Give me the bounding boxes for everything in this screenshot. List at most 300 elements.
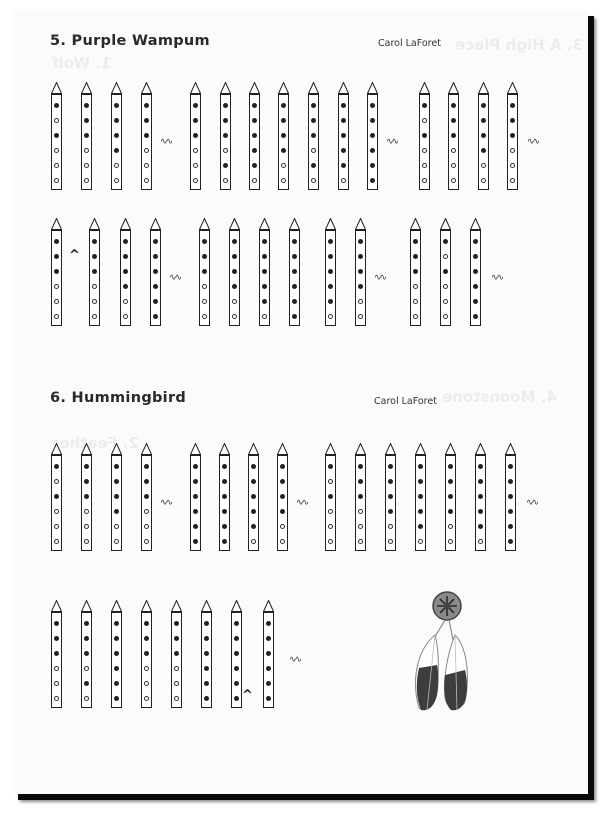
flute-fingering-diagram (419, 82, 430, 190)
flute-tip-icon (478, 82, 489, 94)
flute-body (440, 230, 451, 326)
closed-hole-icon (473, 314, 478, 319)
closed-hole-icon (84, 479, 89, 484)
closed-hole-icon (232, 239, 237, 244)
closed-hole-icon (84, 133, 89, 138)
open-hole-icon (114, 524, 119, 529)
closed-hole-icon (280, 509, 285, 514)
closed-hole-icon (222, 509, 227, 514)
flute-tip-icon (220, 82, 231, 94)
flute-body (141, 612, 152, 708)
closed-hole-icon (114, 621, 119, 626)
flute-fingering-diagram (475, 443, 486, 551)
flute-body (190, 455, 201, 551)
flute-body (259, 230, 270, 326)
open-hole-icon (174, 666, 179, 671)
flute-tip-icon (81, 443, 92, 455)
closed-hole-icon (114, 651, 119, 656)
closed-hole-icon (84, 681, 89, 686)
flute-fingering-diagram (141, 600, 152, 708)
closed-hole-icon (510, 103, 515, 108)
flute-body (445, 455, 456, 551)
closed-hole-icon (251, 509, 256, 514)
open-hole-icon (443, 284, 448, 289)
closed-hole-icon (370, 178, 375, 183)
closed-hole-icon (508, 509, 513, 514)
flute-body (249, 94, 260, 190)
closed-hole-icon (481, 118, 486, 123)
closed-hole-icon (451, 133, 456, 138)
flute-tip-icon (277, 443, 288, 455)
flute-tip-icon (385, 443, 396, 455)
open-hole-icon (144, 148, 149, 153)
flute-body (51, 612, 62, 708)
open-hole-icon (510, 163, 515, 168)
flute-fingering-diagram (478, 82, 489, 190)
closed-hole-icon (153, 254, 158, 259)
flute-body (355, 455, 366, 551)
closed-hole-icon (252, 133, 257, 138)
trill-mark-icon: ∿∿ (526, 498, 538, 508)
flute-tip-icon (141, 443, 152, 455)
flute-body (419, 94, 430, 190)
closed-hole-icon (54, 254, 59, 259)
flute-body (325, 230, 336, 326)
flute-fingering-diagram (445, 443, 456, 551)
flute-body (325, 455, 336, 551)
closed-hole-icon (114, 509, 119, 514)
open-hole-icon (510, 178, 515, 183)
flute-tip-icon (448, 82, 459, 94)
closed-hole-icon (448, 479, 453, 484)
open-hole-icon (84, 696, 89, 701)
closed-hole-icon (292, 239, 297, 244)
flute-fingering-diagram (448, 82, 459, 190)
closed-hole-icon (341, 133, 346, 138)
closed-hole-icon (114, 696, 119, 701)
closed-hole-icon (252, 103, 257, 108)
flute-tip-icon (410, 218, 421, 230)
closed-hole-icon (266, 696, 271, 701)
closed-hole-icon (451, 118, 456, 123)
open-hole-icon (54, 163, 59, 168)
closed-hole-icon (234, 651, 239, 656)
open-hole-icon (123, 314, 128, 319)
open-hole-icon (223, 178, 228, 183)
flute-tip-icon (51, 600, 62, 612)
open-hole-icon (202, 299, 207, 304)
closed-hole-icon (358, 464, 363, 469)
open-hole-icon (311, 178, 316, 183)
open-hole-icon (422, 118, 427, 123)
song-title: 5. Purple Wampum (50, 33, 210, 49)
caret-mark-icon: ^ (242, 688, 253, 703)
closed-hole-icon (223, 103, 228, 108)
closed-hole-icon (123, 284, 128, 289)
closed-hole-icon (508, 539, 513, 544)
closed-hole-icon (92, 269, 97, 274)
closed-hole-icon (251, 494, 256, 499)
closed-hole-icon (473, 284, 478, 289)
open-hole-icon (422, 163, 427, 168)
flute-fingering-diagram (248, 443, 259, 551)
flute-body (475, 455, 486, 551)
flute-body (338, 94, 349, 190)
open-hole-icon (280, 539, 285, 544)
closed-hole-icon (204, 636, 209, 641)
open-hole-icon (388, 539, 393, 544)
closed-hole-icon (478, 464, 483, 469)
flute-body (248, 455, 259, 551)
closed-hole-icon (413, 254, 418, 259)
flute-tip-icon (150, 218, 161, 230)
flute-fingering-diagram (51, 443, 62, 551)
open-hole-icon (232, 314, 237, 319)
flute-body (263, 612, 274, 708)
closed-hole-icon (234, 621, 239, 626)
flute-body (81, 455, 92, 551)
closed-hole-icon (328, 299, 333, 304)
closed-hole-icon (328, 494, 333, 499)
closed-hole-icon (252, 148, 257, 153)
flute-fingering-diagram (51, 600, 62, 708)
flute-body (507, 94, 518, 190)
flute-tip-icon (81, 600, 92, 612)
closed-hole-icon (292, 314, 297, 319)
closed-hole-icon (204, 681, 209, 686)
flute-body (150, 230, 161, 326)
open-hole-icon (328, 524, 333, 529)
trill-mark-icon: ∿∿ (160, 137, 172, 147)
closed-hole-icon (204, 696, 209, 701)
closed-hole-icon (193, 133, 198, 138)
trill-mark-icon: ∿∿ (527, 137, 539, 147)
flute-fingering-diagram (150, 218, 161, 326)
open-hole-icon (84, 178, 89, 183)
closed-hole-icon (54, 103, 59, 108)
closed-hole-icon (418, 494, 423, 499)
flute-body (51, 230, 62, 326)
flute-tip-icon (259, 218, 270, 230)
flute-fingering-diagram (507, 82, 518, 190)
closed-hole-icon (193, 494, 198, 499)
closed-hole-icon (443, 269, 448, 274)
open-hole-icon (144, 163, 149, 168)
closed-hole-icon (478, 494, 483, 499)
closed-hole-icon (341, 148, 346, 153)
closed-hole-icon (222, 524, 227, 529)
open-hole-icon (92, 314, 97, 319)
closed-hole-icon (54, 651, 59, 656)
closed-hole-icon (123, 269, 128, 274)
closed-hole-icon (204, 666, 209, 671)
song-author: Carol LaForet (374, 396, 437, 407)
closed-hole-icon (144, 621, 149, 626)
flute-body (81, 612, 92, 708)
closed-hole-icon (232, 284, 237, 289)
closed-hole-icon (252, 163, 257, 168)
closed-hole-icon (281, 118, 286, 123)
flute-fingering-diagram (89, 218, 100, 326)
closed-hole-icon (144, 464, 149, 469)
open-hole-icon (413, 314, 418, 319)
closed-hole-icon (222, 539, 227, 544)
open-hole-icon (358, 314, 363, 319)
flute-body (51, 94, 62, 190)
closed-hole-icon (481, 148, 486, 153)
open-hole-icon (358, 299, 363, 304)
flute-fingering-diagram (219, 443, 230, 551)
closed-hole-icon (153, 314, 158, 319)
closed-hole-icon (193, 103, 198, 108)
closed-hole-icon (174, 636, 179, 641)
closed-hole-icon (123, 254, 128, 259)
open-hole-icon (358, 509, 363, 514)
closed-hole-icon (54, 621, 59, 626)
closed-hole-icon (193, 479, 198, 484)
flute-fingering-diagram (440, 218, 451, 326)
closed-hole-icon (508, 479, 513, 484)
closed-hole-icon (370, 148, 375, 153)
flute-body (81, 94, 92, 190)
closed-hole-icon (84, 103, 89, 108)
flute-fingering-diagram (199, 218, 210, 326)
closed-hole-icon (153, 269, 158, 274)
flute-tip-icon (89, 218, 100, 230)
flute-tip-icon (445, 443, 456, 455)
flute-fingering-diagram (277, 443, 288, 551)
open-hole-icon (54, 509, 59, 514)
flute-body (278, 94, 289, 190)
closed-hole-icon (292, 299, 297, 304)
closed-hole-icon (222, 479, 227, 484)
open-hole-icon (478, 539, 483, 544)
closed-hole-icon (388, 509, 393, 514)
song-author: Carol LaForet (378, 38, 441, 49)
closed-hole-icon (266, 666, 271, 671)
flute-fingering-diagram (470, 218, 481, 326)
flute-fingering-diagram (141, 82, 152, 190)
flute-body (141, 94, 152, 190)
closed-hole-icon (202, 239, 207, 244)
flute-tip-icon (171, 600, 182, 612)
open-hole-icon (358, 524, 363, 529)
flute-fingering-diagram (120, 218, 131, 326)
flute-tip-icon (190, 443, 201, 455)
closed-hole-icon (114, 464, 119, 469)
closed-hole-icon (281, 148, 286, 153)
closed-hole-icon (202, 254, 207, 259)
flute-tip-icon (141, 82, 152, 94)
open-hole-icon (358, 539, 363, 544)
flute-body (219, 455, 230, 551)
closed-hole-icon (84, 636, 89, 641)
closed-hole-icon (193, 524, 198, 529)
closed-hole-icon (266, 621, 271, 626)
open-hole-icon (84, 666, 89, 671)
flute-fingering-diagram (229, 218, 240, 326)
open-hole-icon (328, 314, 333, 319)
open-hole-icon (388, 524, 393, 529)
flute-fingering-diagram (338, 82, 349, 190)
closed-hole-icon (262, 269, 267, 274)
closed-hole-icon (481, 133, 486, 138)
feathers-illustration (405, 590, 495, 715)
closed-hole-icon (510, 118, 515, 123)
flute-fingering-diagram (505, 443, 516, 551)
flute-fingering-diagram (308, 82, 319, 190)
flute-fingering-diagram (141, 443, 152, 551)
closed-hole-icon (311, 118, 316, 123)
open-hole-icon (193, 163, 198, 168)
flute-tip-icon (470, 218, 481, 230)
closed-hole-icon (508, 494, 513, 499)
flute-fingering-diagram (171, 600, 182, 708)
closed-hole-icon (473, 299, 478, 304)
flute-body (201, 612, 212, 708)
open-hole-icon (328, 539, 333, 544)
trill-mark-icon: ∿∿ (289, 655, 301, 665)
flute-body (385, 455, 396, 551)
flute-tip-icon (440, 218, 451, 230)
flute-fingering-diagram (231, 600, 242, 708)
closed-hole-icon (328, 239, 333, 244)
closed-hole-icon (448, 494, 453, 499)
open-hole-icon (443, 299, 448, 304)
closed-hole-icon (54, 494, 59, 499)
open-hole-icon (251, 539, 256, 544)
closed-hole-icon (341, 163, 346, 168)
flute-tip-icon (325, 218, 336, 230)
flute-tip-icon (111, 443, 122, 455)
closed-hole-icon (114, 666, 119, 671)
closed-hole-icon (358, 494, 363, 499)
flute-body (89, 230, 100, 326)
flute-body (120, 230, 131, 326)
open-hole-icon (223, 148, 228, 153)
flute-tip-icon (111, 600, 122, 612)
open-hole-icon (422, 148, 427, 153)
flute-tip-icon (141, 600, 152, 612)
closed-hole-icon (144, 651, 149, 656)
open-hole-icon (451, 163, 456, 168)
flute-fingering-diagram (220, 82, 231, 190)
closed-hole-icon (54, 636, 59, 641)
open-hole-icon (114, 178, 119, 183)
flute-tip-icon (505, 443, 516, 455)
trill-mark-icon: ∿∿ (374, 273, 386, 283)
flute-fingering-diagram (81, 82, 92, 190)
flute-tip-icon (507, 82, 518, 94)
open-hole-icon (84, 524, 89, 529)
flute-fingering-diagram (111, 443, 122, 551)
flute-fingering-diagram (385, 443, 396, 551)
closed-hole-icon (54, 464, 59, 469)
closed-hole-icon (413, 269, 418, 274)
closed-hole-icon (92, 254, 97, 259)
closed-hole-icon (370, 163, 375, 168)
open-hole-icon (481, 178, 486, 183)
closed-hole-icon (418, 524, 423, 529)
flute-fingering-diagram (410, 218, 421, 326)
closed-hole-icon (114, 103, 119, 108)
closed-hole-icon (413, 239, 418, 244)
closed-hole-icon (292, 254, 297, 259)
open-hole-icon (114, 163, 119, 168)
open-hole-icon (84, 509, 89, 514)
open-hole-icon (123, 299, 128, 304)
closed-hole-icon (262, 284, 267, 289)
closed-hole-icon (508, 524, 513, 529)
flute-fingering-diagram (325, 443, 336, 551)
closed-hole-icon (311, 163, 316, 168)
open-hole-icon (54, 148, 59, 153)
flute-fingering-diagram (278, 82, 289, 190)
open-hole-icon (252, 178, 257, 183)
open-hole-icon (54, 299, 59, 304)
closed-hole-icon (328, 284, 333, 289)
closed-hole-icon (84, 118, 89, 123)
open-hole-icon (328, 479, 333, 484)
flute-body (111, 94, 122, 190)
closed-hole-icon (234, 681, 239, 686)
closed-hole-icon (443, 239, 448, 244)
open-hole-icon (451, 148, 456, 153)
open-hole-icon (114, 539, 119, 544)
closed-hole-icon (153, 239, 158, 244)
closed-hole-icon (280, 479, 285, 484)
closed-hole-icon (114, 494, 119, 499)
closed-hole-icon (328, 254, 333, 259)
closed-hole-icon (222, 464, 227, 469)
closed-hole-icon (232, 269, 237, 274)
flute-body (111, 612, 122, 708)
open-hole-icon (510, 148, 515, 153)
flute-fingering-diagram (325, 218, 336, 326)
trill-mark-icon: ∿∿ (160, 498, 172, 508)
flute-tip-icon (367, 82, 378, 94)
closed-hole-icon (114, 479, 119, 484)
closed-hole-icon (251, 479, 256, 484)
closed-hole-icon (223, 163, 228, 168)
closed-hole-icon (473, 269, 478, 274)
flute-tip-icon (249, 82, 260, 94)
open-hole-icon (262, 314, 267, 319)
closed-hole-icon (193, 118, 198, 123)
closed-hole-icon (174, 651, 179, 656)
open-hole-icon (54, 284, 59, 289)
flute-tip-icon (51, 443, 62, 455)
closed-hole-icon (292, 269, 297, 274)
flute-fingering-diagram (263, 600, 274, 708)
flute-body (478, 94, 489, 190)
open-hole-icon (144, 666, 149, 671)
open-hole-icon (448, 539, 453, 544)
closed-hole-icon (193, 509, 198, 514)
open-hole-icon (144, 178, 149, 183)
closed-hole-icon (234, 696, 239, 701)
flute-fingering-diagram (415, 443, 426, 551)
open-hole-icon (202, 314, 207, 319)
trill-mark-icon: ∿∿ (169, 273, 181, 283)
closed-hole-icon (193, 464, 198, 469)
flute-tip-icon (201, 600, 212, 612)
feather-right-icon (444, 635, 467, 710)
open-hole-icon (311, 148, 316, 153)
closed-hole-icon (153, 299, 158, 304)
open-hole-icon (418, 539, 423, 544)
flute-body (415, 455, 426, 551)
